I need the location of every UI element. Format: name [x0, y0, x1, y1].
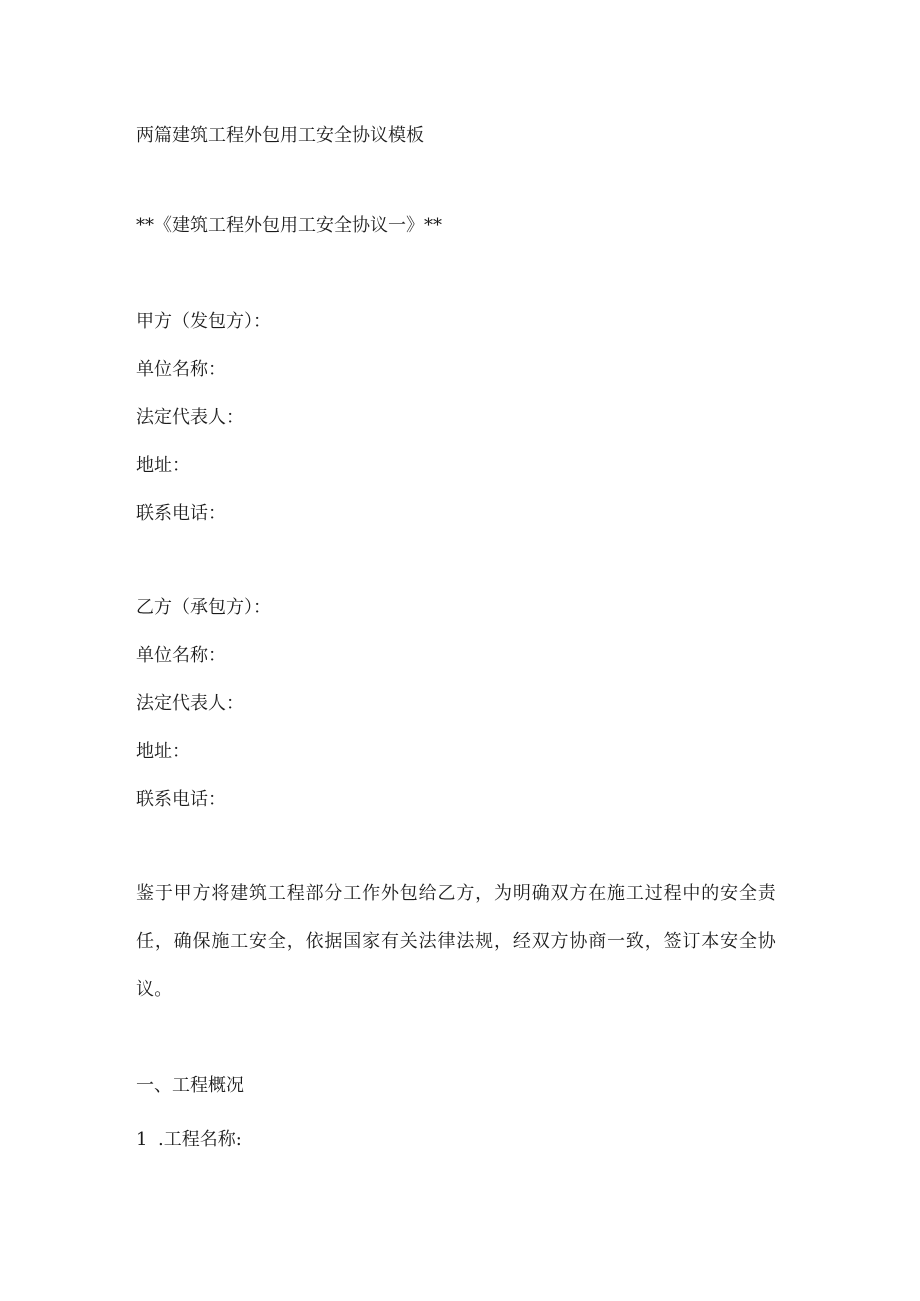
item-number: 1 — [136, 1129, 148, 1150]
party-b-legal-rep: 法定代表人： — [136, 693, 244, 714]
party-b-phone: 联系电话： — [136, 789, 226, 810]
party-a-address: 地址： — [136, 455, 190, 476]
party-b-address: 地址： — [136, 741, 190, 762]
section-1-item-1 — [136, 1128, 242, 1152]
item-label: .工程名称: — [158, 1129, 242, 1150]
section-1-heading: 一、工程概况 — [136, 1075, 244, 1096]
party-b-heading: 乙方（承包方）： — [136, 597, 271, 618]
party-a-unit-name: 单位名称： — [136, 359, 226, 380]
party-a-legal-rep: 法定代表人： — [136, 407, 244, 428]
party-a-heading: 甲方（发包方）： — [136, 311, 271, 332]
party-a-phone: 联系电话： — [136, 503, 226, 524]
agreement-subtitle: **《建筑工程外包用工安全协议一》** — [136, 215, 442, 236]
preamble-paragraph: 鉴于甲方将建筑工程部分工作外包给乙方，为明确双方在施工过程中的安全责任，确保施工安全，依据国家有关法律法规，经双方协商一致，签订本安全协议。 — [136, 883, 776, 1000]
document-title: 两篇建筑工程外包用工安全协议模板 — [136, 125, 424, 146]
party-b-unit-name: 单位名称： — [136, 645, 226, 666]
